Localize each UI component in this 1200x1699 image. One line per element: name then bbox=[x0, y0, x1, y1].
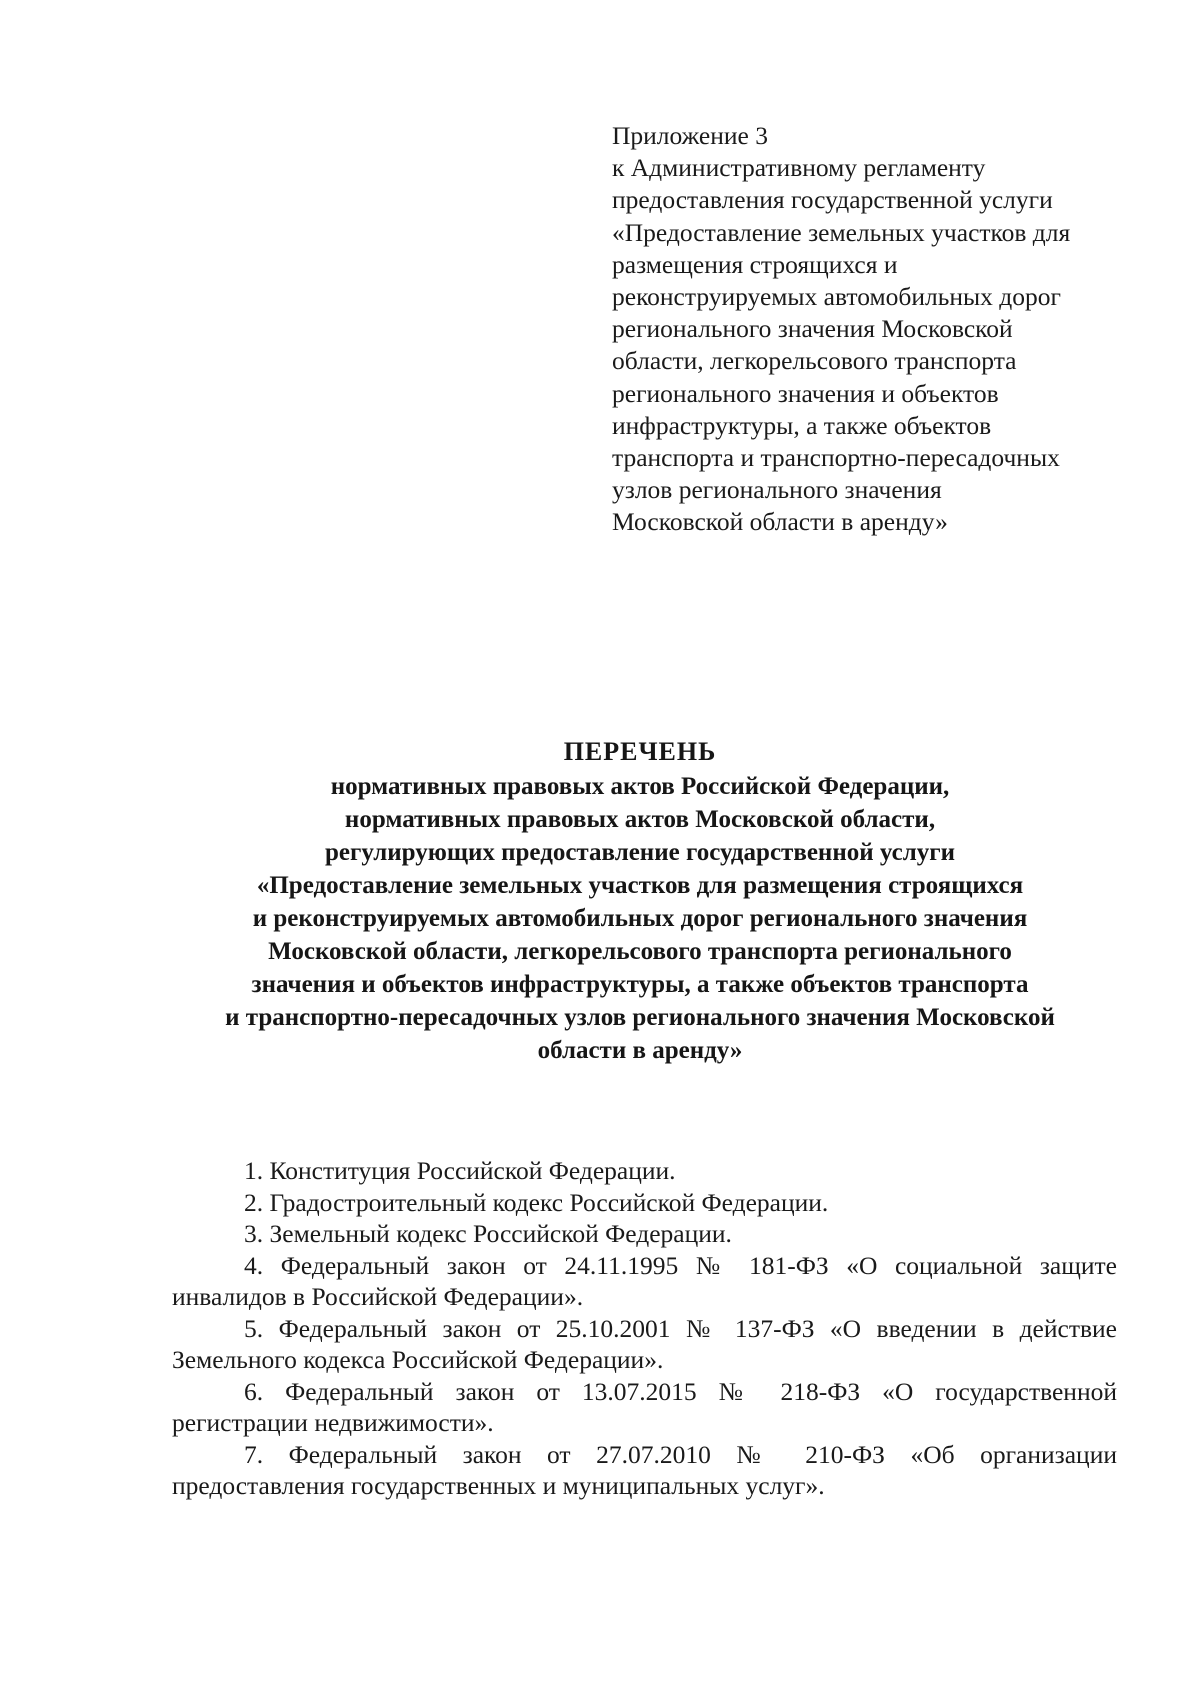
appendix-line: регионального значения и объектов bbox=[612, 378, 999, 408]
document-title bbox=[150, 735, 1130, 1067]
title-line: нормативных правовых актов Российской Федерации, bbox=[330, 773, 950, 800]
list-item: 5. Федеральный закон от 25.10.2001 № 137-ФЗ «О введении в действие Земельного кодекса Российской Федерации». bbox=[172, 1313, 1117, 1374]
appendix-line: регионального значения Московской bbox=[612, 314, 1013, 344]
list-item: 2. Градостроительный кодекс Российской Федерации. bbox=[244, 1187, 829, 1217]
appendix-line: Приложение 3 bbox=[612, 121, 768, 150]
title-line: и реконструируемых автомобильных дорог регионального значения bbox=[252, 905, 1028, 932]
list-item: 7. Федеральный закон от 27.07.2010 № 210-ФЗ «Об организации предоставления государственных и муниципальных услуг». bbox=[172, 1439, 1117, 1500]
appendix-line: реконструируемых автомобильных дорог bbox=[612, 282, 1061, 312]
title-line: Московской области, легкорельсового транспорта регионального bbox=[268, 938, 1012, 965]
appendix-line: «Предоставление земельных участков для bbox=[612, 217, 1071, 247]
appendix-header bbox=[612, 120, 1132, 539]
title-line: области в аренду» bbox=[537, 1037, 743, 1064]
appendix-line: Московской области в аренду» bbox=[612, 507, 948, 537]
title-line: регулирующих предоставление государственной услуги bbox=[325, 839, 955, 866]
legal-acts-list bbox=[172, 1155, 1117, 1502]
appendix-line: предоставления государственной услуги bbox=[612, 185, 1053, 215]
appendix-line: области, легкорельсового транспорта bbox=[612, 346, 1017, 376]
appendix-line: транспорта и транспортно-пересадочных bbox=[612, 443, 1060, 473]
title-line: значения и объектов инфраструктуры, а также объектов транспорта bbox=[251, 971, 1029, 998]
list-item: 3. Земельный кодекс Российской Федерации. bbox=[244, 1219, 732, 1248]
appendix-line: размещения строящихся и bbox=[612, 249, 898, 279]
title-line: «Предоставление земельных участков для размещения строящихся bbox=[256, 872, 1024, 899]
list-item: 4. Федеральный закон от 24.11.1995 № 181-ФЗ «О социальной защите инвалидов в Российской Федерации». bbox=[172, 1250, 1117, 1311]
title-heading: ПЕРЕЧЕНЬ bbox=[563, 737, 717, 766]
appendix-line: инфраструктуры, а также объектов bbox=[612, 410, 992, 440]
title-line: и транспортно-пересадочных узлов регионального значения Московской bbox=[225, 1004, 1055, 1031]
appendix-line: к Административному регламенту bbox=[612, 153, 986, 183]
list-item: 6. Федеральный закон от 13.07.2015 № 218-ФЗ «О государственной регистрации недвижимости». bbox=[172, 1376, 1117, 1437]
title-line: нормативных правовых актов Московской области, bbox=[344, 806, 936, 833]
list-item: 1. Конституция Российской Федерации. bbox=[244, 1156, 676, 1185]
appendix-line: узлов регионального значения bbox=[612, 475, 942, 505]
